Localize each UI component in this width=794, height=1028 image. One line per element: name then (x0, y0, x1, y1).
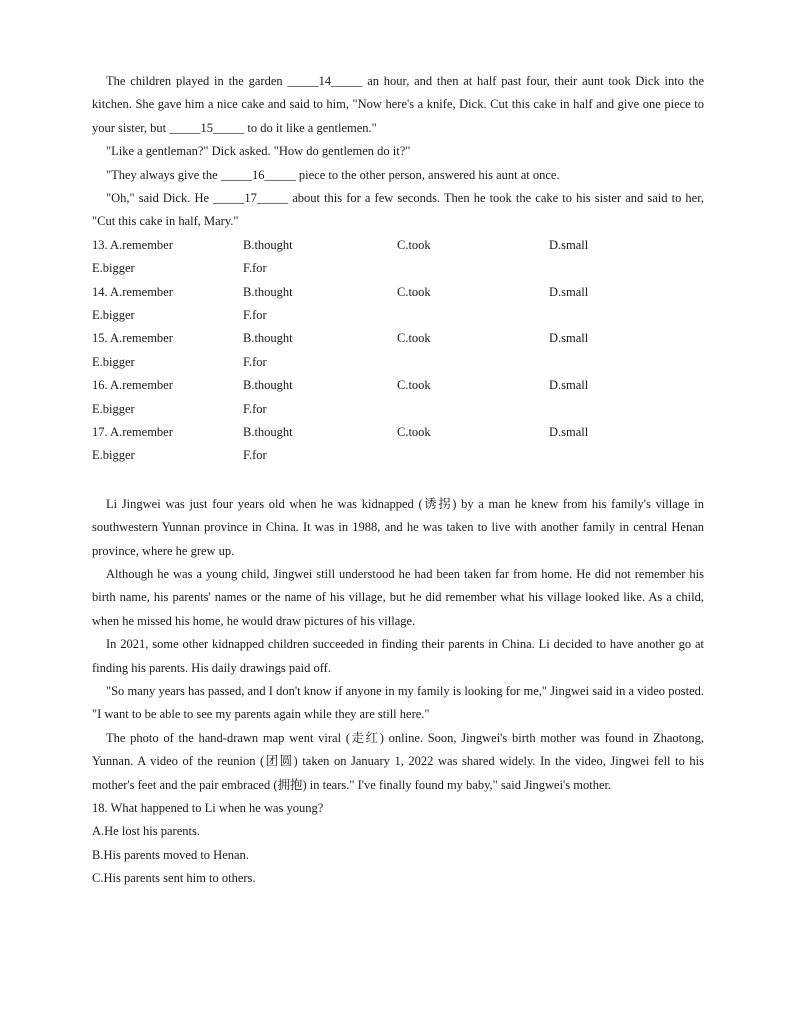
option-b: B.thought (243, 331, 293, 346)
option-row (92, 398, 704, 421)
option-row (92, 304, 704, 327)
option-f: F.for (243, 308, 267, 323)
option-row (92, 281, 704, 304)
option-row (92, 234, 704, 257)
option-f: F.for (243, 261, 267, 276)
question-18 (92, 797, 704, 891)
option-a: 16. A.remember (92, 378, 173, 393)
option-b: B.thought (243, 378, 293, 393)
option-a: 17. A.remember (92, 424, 173, 439)
section-spacer (92, 468, 704, 493)
passage-2 (92, 493, 704, 797)
option-d: D.small (549, 331, 589, 346)
answer-option-b[interactable]: B.His parents moved to Henan. (92, 847, 249, 862)
passage-1 (92, 70, 704, 234)
passage-2-paragraph: The photo of the hand-drawn map went viral (走红) online. Soon, Jingwei's birth mother was found in Zhaotong, Yunnan. A video of the reunion (团圆) taken on January 1, 2022 was shared widely. In the video, Jingwei fell to his mother's feet and the pair embraced (拥抱) in tears." I've finally found my baby," said Jingwei's mother. (92, 730, 704, 792)
option-row (92, 327, 704, 350)
option-a: 13. A.remember (92, 237, 173, 252)
passage-1-paragraph: "Like a gentleman?" Dick asked. "How do gentlemen do it?" (106, 144, 411, 159)
option-row (92, 257, 704, 280)
passage-1-paragraph: The children played in the garden _____14_____ an hour, and then at half past four, their aunt took Dick into the kitchen. She gave him a nice cake and said to him, "Now here's a knife, Dick. Cut this cake in half and give one piece to your sister, but _____15_____ to do it like a gentlemen." (92, 74, 704, 135)
option-group-14 (92, 281, 704, 328)
option-a: 15. A.remember (92, 331, 173, 346)
passage-2-paragraph: In 2021, some other kidnapped children succeeded in finding their parents in China. Li decided to have another go at finding his parents. His daily drawings paid off. (92, 637, 704, 675)
option-c: C.took (397, 237, 431, 252)
cloze-options (92, 234, 704, 468)
question-stem: 18. What happened to Li when he was young? (92, 801, 324, 816)
passage-1-paragraph: "Oh," said Dick. He _____17_____ about this for a few seconds. Then he took the cake to his sister and said to her, "Cut this cake in half, Mary." (92, 191, 704, 229)
option-f: F.for (243, 354, 267, 369)
option-row (92, 421, 704, 444)
option-b: B.thought (243, 237, 293, 252)
option-c: C.took (397, 378, 431, 393)
option-b: B.thought (243, 424, 293, 439)
passage-1-paragraph: "They always give the _____16_____ piece to the other person, answered his aunt at once. (106, 167, 560, 182)
option-c: C.took (397, 331, 431, 346)
option-d: D.small (549, 237, 589, 252)
option-a: 14. A.remember (92, 284, 173, 299)
option-e: E.bigger (92, 401, 135, 416)
option-e: E.bigger (92, 308, 135, 323)
option-e: E.bigger (92, 354, 135, 369)
answer-option-a[interactable]: A.He lost his parents. (92, 824, 200, 839)
passage-2-paragraph: Although he was a young child, Jingwei still understood he had been taken far from home. He did not remember his birth name, his parents' names or the name of his village, but he did remember what his village looked like. As a child, when he missed his home, he would draw pictures of his village. (92, 566, 704, 628)
option-e: E.bigger (92, 448, 135, 463)
option-e: E.bigger (92, 261, 135, 276)
option-d: D.small (549, 424, 589, 439)
option-row (92, 351, 704, 374)
option-c: C.took (397, 284, 431, 299)
option-group-17 (92, 421, 704, 468)
option-f: F.for (243, 448, 267, 463)
option-group-16 (92, 374, 704, 421)
passage-2-paragraph: "So many years has passed, and I don't know if anyone in my family is looking for me," Jingwei said in a video posted. "I want to be able to see my parents again while they are still here." (92, 684, 704, 722)
option-d: D.small (549, 378, 589, 393)
option-c: C.took (397, 424, 431, 439)
option-group-13 (92, 234, 704, 281)
option-group-15 (92, 327, 704, 374)
option-row (92, 444, 704, 467)
option-row (92, 374, 704, 397)
option-d: D.small (549, 284, 589, 299)
option-f: F.for (243, 401, 267, 416)
answer-option-c[interactable]: C.His parents sent him to others. (92, 871, 256, 886)
option-b: B.thought (243, 284, 293, 299)
passage-2-paragraph: Li Jingwei was just four years old when he was kidnapped (诱拐) by a man he knew from his family's village in southwestern Yunnan province in China. It was in 1988, and he was taken to live with another family in central Henan province, where he grew up. (92, 496, 704, 558)
document-page (92, 70, 704, 891)
